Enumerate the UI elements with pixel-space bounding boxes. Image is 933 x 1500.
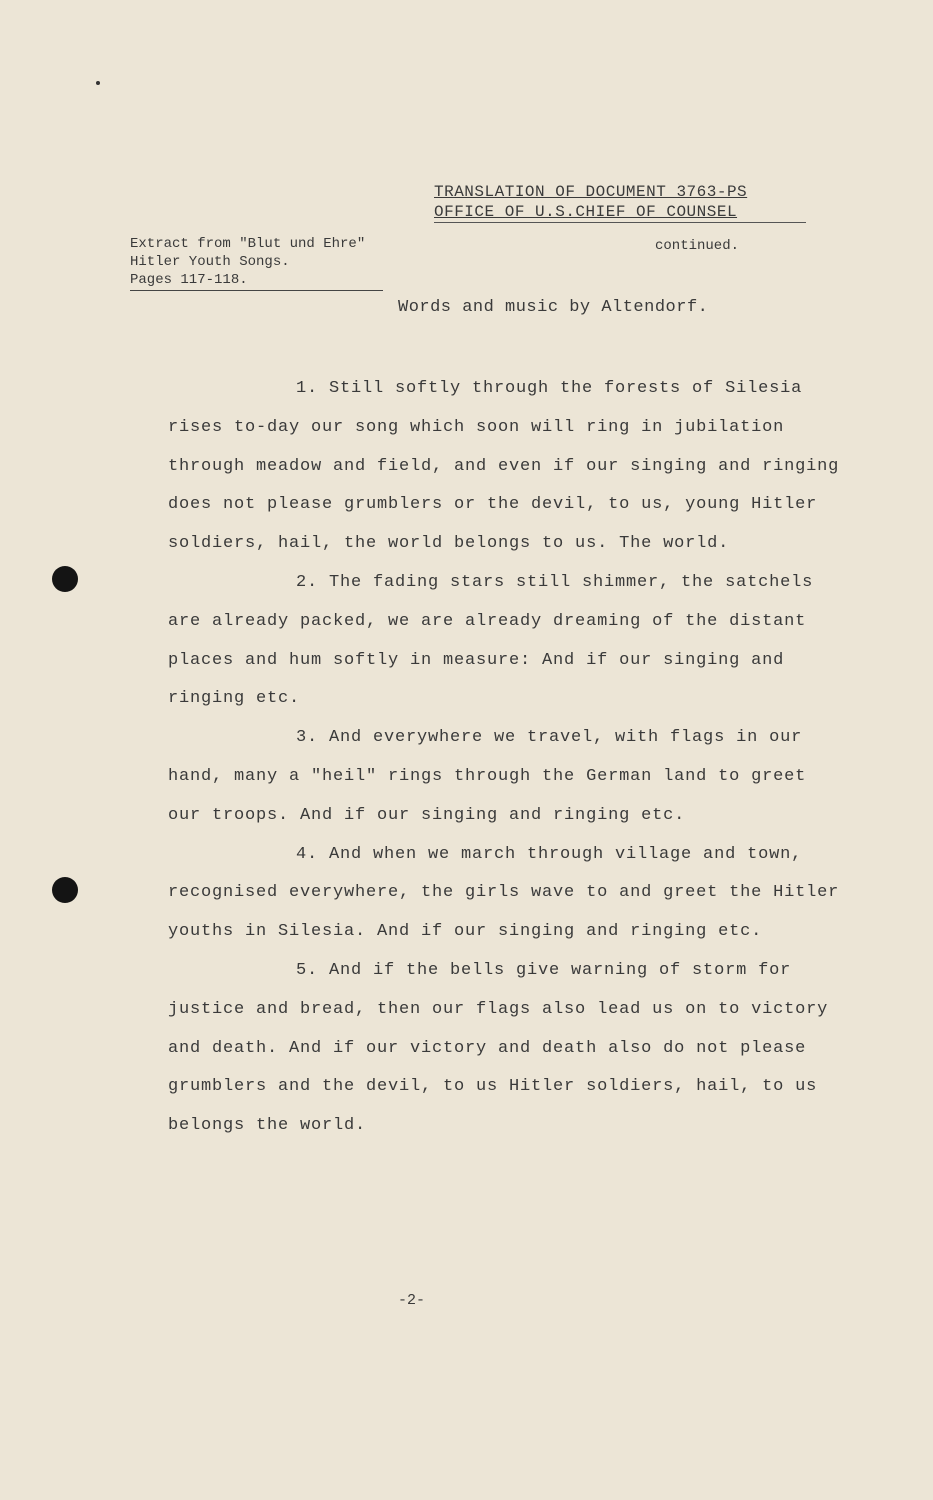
verse-1: 1. Still softly through the forests of Silesia rises to-day our song which soon will ring in jubilation through meadow and field, and even if our singing and ringing does not please grumblers or the devil, to us, young Hitler soldiers, hail, the world belongs to us. The world. xyxy=(168,379,840,554)
document-header xyxy=(434,182,806,222)
continued-label: continued. xyxy=(655,238,740,254)
verse-2: 2. The fading stars still shimmer, the satchels are already packed, we are already dreaming of the distant places and hum softly in measure: And if our singing and ringing etc. xyxy=(168,572,814,709)
verse-4: 4. And when we march through village and town, recognised everywhere, the girls wave to and greet the Hitler youths in Silesia. And if our singing and ringing etc. xyxy=(168,844,840,942)
source-subtitle: Hitler Youth Songs. xyxy=(130,254,290,270)
source-rule xyxy=(130,290,383,291)
header-rule xyxy=(434,222,806,223)
punch-hole xyxy=(52,877,78,903)
source-title: Extract from "Blut und Ehre" xyxy=(130,236,366,252)
header-office: OFFICE OF U.S.CHIEF OF COUNSEL xyxy=(434,203,738,221)
verse-3: 3. And everywhere we travel, with flags in our hand, many a "heil" rings through the German land to greet our troops. And if our singing and ringing etc. xyxy=(168,728,807,825)
source-pages: Pages 117-118. xyxy=(130,272,248,288)
verse-5: 5. And if the bells give warning of storm for justice and bread, then our flags also lead us on to victory and death. And if our victory and death also do not please grumblers and the devil, to us Hitler soldiers, hail, to us belongs the world. xyxy=(168,960,829,1136)
source-reference xyxy=(130,235,365,289)
speck xyxy=(96,81,100,85)
punch-hole xyxy=(52,566,78,592)
page-number: -2- xyxy=(398,1292,426,1309)
song-credit: Words and music by Altendorf. xyxy=(398,298,709,317)
header-title: TRANSLATION OF DOCUMENT 3763-PS xyxy=(434,183,748,201)
song-lyrics xyxy=(168,370,848,1146)
